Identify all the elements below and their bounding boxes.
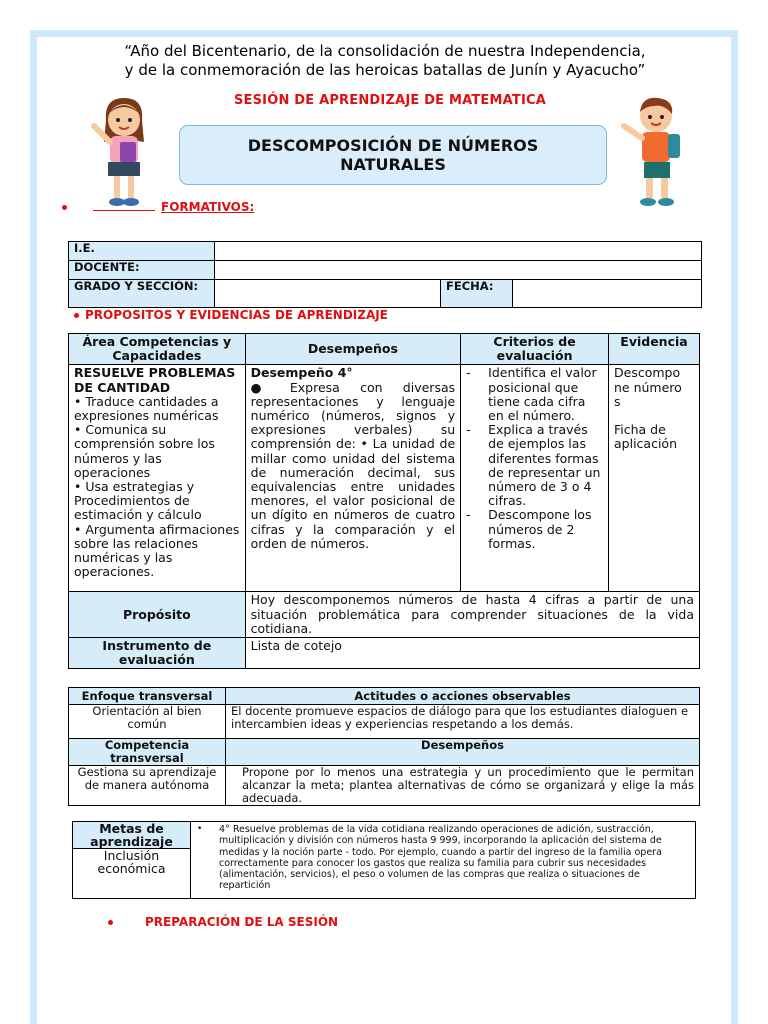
- goals-table: [72, 821, 696, 899]
- instrumento-label: Instrumento de evaluación: [69, 638, 246, 669]
- propositos-label: PROPOSITOS Y EVIDENCIAS DE APRENDIZAJE: [85, 308, 388, 322]
- goals-text-cell: [191, 822, 696, 899]
- competencia-cell: [69, 365, 246, 592]
- docente-value: [215, 261, 702, 280]
- preparacion-label: PREPARACIÓN DE LA SESIÓN: [145, 915, 339, 929]
- capacidad-item: • Comunica su comprensión sobre los números y las operaciones: [74, 422, 215, 480]
- header-area: Área Competencias y Capacidades: [69, 334, 246, 365]
- ie-value: [215, 242, 702, 261]
- boy-illustration: [618, 92, 698, 210]
- motto-line-1: “Año del Bicentenario, de la consolidación de nuestra Independencia,: [124, 42, 646, 60]
- criterios-cell: [461, 365, 609, 592]
- motto-line-2: y de la conmemoración de las heroicas batallas de Junín y Ayacucho”: [124, 61, 646, 79]
- header-competencia-transversal: Competencia transversal: [69, 739, 226, 766]
- criterio-item: [466, 508, 603, 551]
- proposito-label: Propósito: [69, 592, 246, 638]
- bullet-icon: ●: [250, 379, 278, 395]
- evidencia-cell: [609, 365, 700, 592]
- desempeno-transversal-value: Propone por lo menos una estrategia y un procedimiento que le permitan alcanzar la meta; plantea alternativas de cómo se organizará y elige la más adecuada.: [226, 766, 700, 806]
- evidencia-2: Ficha de aplicación: [614, 422, 677, 452]
- actitud-value: El docente promueve espacios de diálogo para que los estudiantes dialoguen e intercambien ideas y experiencias respetando a los demás.: [226, 705, 700, 739]
- dash: -: [466, 507, 471, 523]
- topic-line-2: NATURALES: [340, 155, 446, 174]
- grado-value: [215, 280, 441, 308]
- header-enfoque: Enfoque transversal: [69, 688, 226, 705]
- bullet-icon: •: [197, 824, 203, 834]
- bullet-icon: [108, 920, 113, 925]
- docente-label: DOCENTE:: [69, 261, 215, 280]
- desempeno-cell: [245, 365, 461, 592]
- goals-sub: Inclusión económica: [73, 849, 191, 899]
- desempeno-text: Expresa con diversas representaciones y lenguaje numérico (números, signos y expresiones verbales) su comprensión de: • La unidad de millar como unidad del sistema de numeración decimal, sus equivalencias entre unidades menores, el valor posicional de un dígito en números de cuatro cifras y la comparación y el orden de números.: [250, 379, 456, 551]
- goals-text: 4° Resuelve problemas de la vida cotidiana realizando operaciones de adición, sustracción, multiplicación y división con números hasta 9 999, incorporando la aplicación del sistema de medidas y la noción parte - todo. Por ejemplo, cuando a partir del ingreso de la familia opera correctamente para conocer los gastos que realiza su familia para cubrir sus necesidades (alimentación, servicios), el peso o volumen de las compras que realiza o situaciones de repartición: [219, 824, 662, 892]
- bullet-icon: [74, 313, 79, 318]
- topic-title-box: [179, 125, 607, 185]
- criterio-text: Explica a través de ejemplos las diferentes formas de representar un número de 3 o 4 cifras.: [488, 422, 601, 509]
- desempeno-text-block: [251, 381, 456, 551]
- criterio-item: [466, 423, 603, 508]
- fecha-label: FECHA:: [441, 280, 513, 308]
- propositos-heading: [74, 308, 388, 322]
- competencia-transversal-value: Gestiona su aprendizaje de manera autónoma: [69, 766, 226, 806]
- header-actitudes: Actitudes o acciones observables: [226, 688, 700, 705]
- evidencia-1: Descompone números: [614, 365, 682, 409]
- transversal-table: [68, 687, 700, 806]
- header-desempenos-transversal: Desempeños: [226, 739, 700, 766]
- motto: [60, 42, 710, 80]
- info-table: [68, 241, 702, 308]
- fecha-value: [513, 280, 702, 308]
- goals-label: Metas de aprendizaje: [73, 822, 191, 849]
- dash: -: [466, 365, 471, 381]
- session-title: SESIÓN DE APRENDIZAJE DE MATEMATICA: [233, 93, 547, 108]
- capacidad-item: • Argumenta afirmaciones sobre las relaciones numéricas y las operaciones.: [74, 521, 240, 580]
- bullet-icon: [62, 205, 67, 210]
- desempeno-title: Desempeño 4°: [250, 365, 353, 381]
- preparacion-heading: [108, 915, 338, 929]
- learning-table: [68, 333, 700, 669]
- criterio-text: Identifica el valor posicional que tiene cada cifra en el número.: [488, 365, 597, 424]
- grado-label: GRADO Y SECCIÓN:: [69, 280, 215, 308]
- proposito-text: Hoy descomponemos números de hasta 4 cifras a partir de una situación problemática para comprender situaciones de la vida cotidiana.: [245, 592, 699, 638]
- topic-line-1: DESCOMPOSICIÓN DE NÚMEROS: [247, 136, 539, 155]
- formativos-label: FORMATIVOS:: [161, 200, 255, 214]
- header-desempenos: Desempeños: [245, 334, 461, 365]
- criterio-text: Descompone los números de 2 formas.: [488, 507, 592, 551]
- girl-illustration: [84, 92, 164, 210]
- dash: -: [466, 422, 471, 438]
- formativos-heading: [62, 200, 254, 214]
- enfoque-value: Orientación al bien común: [69, 705, 226, 739]
- capacidad-item: • Traduce cantidades a expresiones numéricas: [74, 393, 219, 424]
- instrumento-text: Lista de cotejo: [245, 638, 699, 669]
- criterio-item: [466, 366, 603, 423]
- goals-item: [197, 824, 689, 892]
- underline-blank: [93, 201, 155, 211]
- ie-label: I.E.: [69, 242, 215, 261]
- competencia-title: RESUELVE PROBLEMAS DE CANTIDAD: [74, 365, 236, 395]
- header-criterios: Criterios de evaluación: [461, 334, 609, 365]
- capacidad-item: • Usa estrategias y Procedimientos de estimación y cálculo: [74, 479, 202, 523]
- header-evidencia: Evidencia: [609, 334, 700, 365]
